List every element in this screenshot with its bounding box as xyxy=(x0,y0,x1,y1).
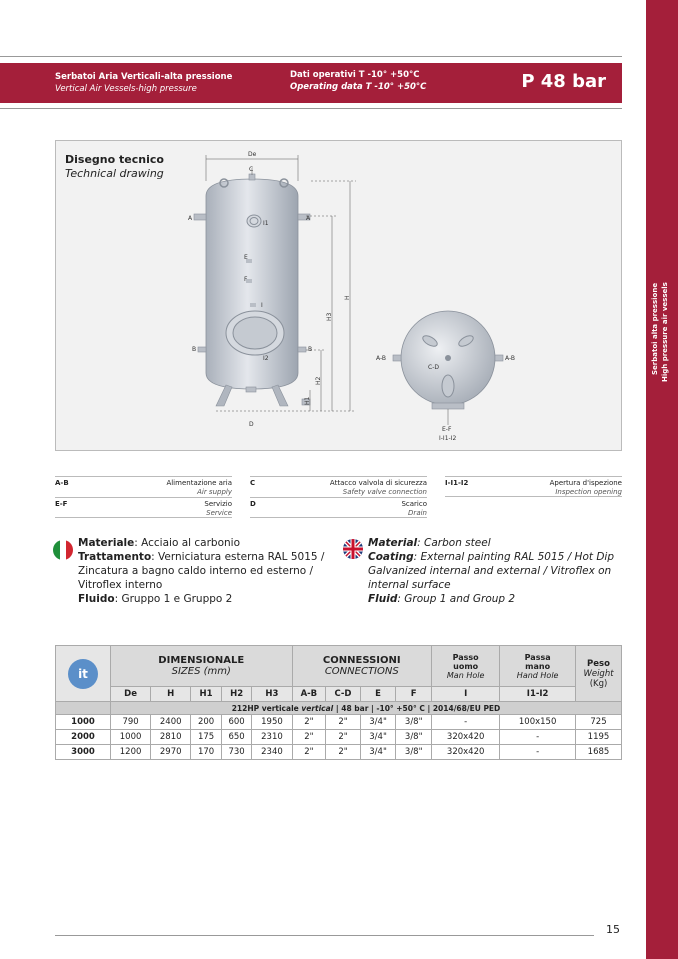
legend-en: Service xyxy=(206,509,232,517)
header-op-en: Operating data T -10° +50°C xyxy=(290,82,427,92)
top-label-ab-right: A-B xyxy=(505,355,516,362)
mat-en-k3: Fluid xyxy=(368,593,398,605)
legend-col-1 xyxy=(55,476,232,518)
table-head-handhole: Passa mano Hand Hole xyxy=(500,646,576,687)
side-label-line1: Serbatoi alta pressione xyxy=(651,282,659,375)
legend-item-inspection xyxy=(445,476,622,497)
dim-label-i: I xyxy=(261,302,263,309)
dim-label-d: D xyxy=(249,421,254,428)
connection-legend xyxy=(55,476,622,518)
mat-it-k1: Materiale xyxy=(78,537,135,549)
dim-label-b-left: B xyxy=(192,346,197,353)
legend-it: Apertura d'ispezione xyxy=(549,479,622,487)
mat-en-k2: Coating xyxy=(368,551,414,563)
col-h3: H3 xyxy=(252,687,292,702)
col-f: F xyxy=(396,687,432,702)
top-label-i-i1-i2: I-I1-I2 xyxy=(439,435,457,442)
table-head-manhole: Passo uomo Man Hole xyxy=(432,646,500,687)
legend-en: Drain xyxy=(408,509,427,517)
legend-item-c xyxy=(250,476,427,497)
footer-rule xyxy=(55,935,594,936)
mat-en-v3: : Group 1 and Group 2 xyxy=(397,593,516,605)
legend-col-2 xyxy=(250,476,427,518)
legend-en: Inspection opening xyxy=(555,488,622,496)
header-pressure: P 48 bar xyxy=(521,71,606,92)
mat-it-v3: : Gruppo 1 e Gruppo 2 xyxy=(114,593,233,605)
col-i: I xyxy=(432,687,500,702)
legend-it: Servizio xyxy=(204,500,232,508)
mat-en-v1: : Carbon steel xyxy=(417,537,491,549)
dim-label-f: F xyxy=(244,276,248,283)
dim-label-h2: H2 xyxy=(315,376,322,385)
table-head-weight: Peso Weight (Kg) xyxy=(576,646,622,702)
tank-top-view-icon xyxy=(393,311,503,409)
vertical-tank-icon xyxy=(194,174,313,406)
dim-label-i1: I1 xyxy=(263,220,269,227)
dim-label-i2: I2 xyxy=(263,355,269,362)
legend-key: E-F xyxy=(55,500,68,508)
table-row: 1000 790 2400 200 600 1950 2" 2" 3/4" 3/8" - 100x150 725 xyxy=(56,715,622,730)
table-note: 212HP verticale vertical | 48 bar | -10° +50° C | 2014/68/EU PED xyxy=(111,702,622,715)
dim-label-b-right: B xyxy=(308,346,313,353)
technical-drawing-panel xyxy=(55,140,622,451)
legend-item-d xyxy=(250,497,427,518)
dim-label-de: De xyxy=(248,151,257,158)
mat-it-k3: Fluido xyxy=(78,593,115,605)
legend-it: Alimentazione aria xyxy=(166,479,232,487)
col-h2: H2 xyxy=(221,687,252,702)
dim-label-h1: H1 xyxy=(304,396,311,405)
brand-logo-icon: it xyxy=(68,659,98,689)
mat-en-k1: Material xyxy=(368,537,418,549)
legend-key: I-I1-I2 xyxy=(445,479,469,487)
dim-label-e: E xyxy=(244,254,248,261)
col-ab: A-B xyxy=(292,687,326,702)
legend-item-ab xyxy=(55,476,232,497)
col-h1: H1 xyxy=(191,687,222,702)
dim-label-h3: H3 xyxy=(326,312,333,321)
top-rule xyxy=(0,56,622,57)
header-banner xyxy=(0,63,622,103)
materials-en xyxy=(368,536,618,606)
side-label-line2: High pressure air vessels xyxy=(661,282,669,382)
table-head-connections: CONNESSIONI CONNECTIONS xyxy=(292,646,432,687)
header-title-it: Serbatoi Aria Verticali-alta pressione xyxy=(55,72,233,82)
mat-it-v1: : Acciaio al carbonio xyxy=(134,537,241,549)
col-cd: C-D xyxy=(326,687,361,702)
legend-key: C xyxy=(250,479,256,487)
legend-key: D xyxy=(250,500,256,508)
legend-item-ef xyxy=(55,497,232,518)
header-op-it: Dati operativi T -10° +50°C xyxy=(290,70,420,80)
col-i1-i2: I1-I2 xyxy=(500,687,576,702)
dim-label-c: C xyxy=(249,166,254,173)
mat-it-k2: Trattamento xyxy=(78,551,152,563)
legend-it: Scarico xyxy=(401,500,427,508)
table-row: 2000 1000 2810 175 650 2310 2" 2" 3/4" 3/8" 320x420 - 1195 xyxy=(56,730,622,745)
dim-label-a-right: A xyxy=(306,215,311,222)
mat-it-v2: : Verniciatura esterna RAL 5015 / Zincatura a bagno caldo interno ed esterno / Vitroflex interno xyxy=(78,551,325,591)
table-head-dimensions: DIMENSIONALE SIZES (mm) xyxy=(111,646,293,687)
dim-label-a-left: A xyxy=(188,215,193,222)
col-de: De xyxy=(111,687,151,702)
col-e: E xyxy=(360,687,396,702)
under-rule xyxy=(0,108,622,109)
legend-it: Attacco valvola di sicurezza xyxy=(329,479,427,487)
spec-table xyxy=(55,645,622,760)
italy-flag-icon xyxy=(53,540,73,560)
legend-key: A-B xyxy=(55,479,69,487)
materials-it xyxy=(78,536,348,606)
table-logo-cell xyxy=(56,646,111,702)
table-row: 3000 1200 2970 170 730 2340 2" 2" 3/4" 3/8" 320x420 - 1685 xyxy=(56,745,622,760)
mat-en-v2: : External painting RAL 5015 / Hot Dip Galvanized internal and external / Vitroflex on internal surface xyxy=(368,551,614,591)
top-label-ef: E-F xyxy=(442,426,452,433)
legend-en: Safety valve connection xyxy=(342,488,427,496)
side-label xyxy=(646,270,678,385)
page-number: 15 xyxy=(606,923,620,936)
tank-drawing xyxy=(56,141,623,452)
side-strip xyxy=(646,0,678,959)
legend-en: Air supply xyxy=(197,488,232,496)
legend-col-3 xyxy=(445,476,622,518)
top-label-cd: C-D xyxy=(428,364,439,371)
header-title-en: Vertical Air Vessels-high pressure xyxy=(55,84,197,94)
dim-label-h: H xyxy=(344,295,351,300)
col-h: H xyxy=(151,687,191,702)
drawing-title-en: Technical drawing xyxy=(65,167,164,180)
top-label-ab-left: A-B xyxy=(376,355,387,362)
drawing-title-it: Disegno tecnico xyxy=(65,153,164,166)
